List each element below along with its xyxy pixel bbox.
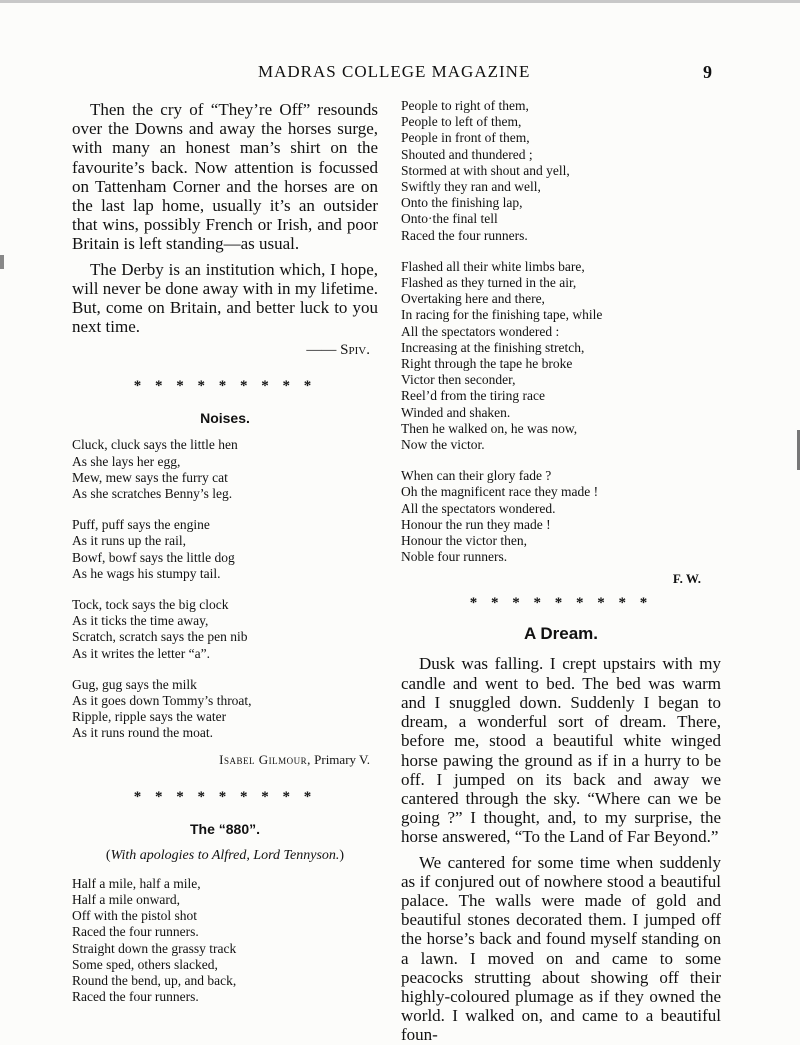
verse-line: Victor then seconder, [401, 372, 516, 388]
verse-line: Ripple, ripple says the water [72, 709, 227, 725]
dream-paragraph: Dusk was falling. I crept upstairs with my candle and went to bed. The bed was warm and I snuggled down. Suddenly I began to dream, a wonderful sort of dream. There, before me, stood a beautiful white winged horse pawing the ground as if in a hurry to be off. I jumped on its back and away we cantered through the sky. “Where can we be going ?” I thought, and, to my surprise, the horse answered, “To the Land of Far Beyond.” [401, 654, 721, 847]
verse-line: Some sped, others slacked, [72, 956, 218, 972]
verse-line: Reel’d from the tiring race [401, 388, 545, 404]
verse-line: Increasing at the finishing stretch, [401, 339, 585, 355]
verse-line: Onto the finishing lap, [401, 195, 523, 211]
verse-line: Honour the victor then, [401, 533, 527, 549]
verse-line: Puff, puff says the engine [72, 517, 210, 533]
verse-line: When can their glory fade ? [401, 468, 552, 484]
race-title: The “880”. [189, 820, 261, 837]
noises-title: Noises. [200, 410, 250, 427]
right-column [401, 98, 721, 1045]
verse-line: As it writes the letter “a”. [72, 645, 210, 661]
verse-line: As it runs round the moat. [72, 725, 213, 741]
verse-line: People to right of them, [401, 98, 529, 113]
noises-stanza [72, 437, 378, 502]
noises-stanza [72, 517, 378, 582]
verse-line: Winded and shaken. [401, 404, 511, 420]
verse-line: As she scratches Benny’s leg. [72, 486, 233, 502]
verse-line: People in front of them, [401, 130, 530, 146]
derby-signature: —— Spiv. [306, 342, 370, 359]
verse-line: Onto·the final tell [401, 211, 498, 227]
verse-line: Straight down the grassy track [72, 940, 237, 956]
verse-line: In racing for the finishing tape, while [401, 307, 603, 323]
verse-line: Flashed as they turned in the air, [401, 275, 577, 291]
verse-line: Shouted and thundered ; [401, 146, 533, 162]
noises-stanza [72, 597, 378, 662]
verse-line: Cluck, cluck says the little hen [72, 437, 238, 453]
verse-line: Raced the four runners. [72, 989, 199, 1005]
noises-attribution [72, 752, 370, 768]
section-divider: * * * * * * * * * [469, 595, 653, 612]
verse-line: Swiftly they ran and well, [401, 179, 541, 195]
verse-line: All the spectators wondered. [401, 500, 556, 516]
left-column [72, 100, 378, 1005]
verse-line: Now the victor. [401, 437, 485, 453]
section-divider: * * * * * * * * * [133, 378, 317, 395]
verse-line: Off with the pistol shot [72, 908, 198, 924]
verse-line: As it runs up the rail, [72, 533, 186, 549]
verse-line: As she lays her egg, [72, 453, 181, 469]
verse-line: People to left of them, [401, 114, 522, 130]
verse-line: Noble four runners. [401, 549, 508, 565]
apology-text: With apologies to Alfred, Lord Tennyson. [110, 847, 340, 863]
verse-line: Round the bend, up, and back, [72, 972, 237, 988]
author-name: Isabel Gilmour, [219, 751, 311, 767]
section-divider: * * * * * * * * * [133, 788, 317, 805]
race-stanza [72, 876, 378, 1006]
verse-line: As it goes down Tommy’s throat, [72, 693, 252, 709]
verse-line: All the spectators wondered : [401, 323, 560, 339]
verse-line: Gug, gug says the milk [72, 676, 197, 692]
page-header [0, 62, 800, 86]
verse-line: Then he walked on, he was now, [401, 420, 578, 436]
race-stanza [401, 259, 721, 453]
derby-paragraph: Then the cry of “They’re Off” resounds over the Downs and away the horses surge, with many an honest man’s shirt on the favourite’s back. Now attention is focussed on Tattenham Corner and the horses are on the last lap home, usually it’s an outsider that wins, possibly French or Irish, and poor Britain is left standing—as usual. [72, 100, 378, 254]
page-top-edge [0, 0, 800, 3]
page-number: 9 [703, 62, 713, 82]
verse-line: Mew, mew says the furry cat [72, 469, 228, 485]
verse-line: As he wags his stumpy tail. [72, 565, 221, 581]
verse-line: Tock, tock says the big clock [72, 597, 229, 613]
verse-line: Flashed all their white limbs bare, [401, 258, 585, 274]
noises-stanza [72, 677, 378, 742]
verse-line: Oh the magnificent race they made ! [401, 484, 599, 500]
binding-mark [0, 255, 4, 269]
verse-line: As it ticks the time away, [72, 613, 209, 629]
verse-line: Overtaking here and there, [401, 291, 545, 307]
verse-line: Bowf, bowf says the little dog [72, 549, 235, 565]
verse-line: Raced the four runners. [401, 227, 528, 243]
race-stanza [401, 98, 721, 244]
verse-line: Half a mile onward, [72, 891, 180, 907]
magazine-title: MADRAS COLLEGE MAGAZINE [258, 62, 531, 81]
verse-line: Stormed at with shout and yell, [401, 162, 570, 178]
verse-line: Honour the run they made ! [401, 516, 551, 532]
verse-line: Scratch, scratch says the pen nib [72, 629, 248, 645]
dream-title: A Dream. [523, 624, 598, 644]
race-apology: (With apologies to Alfred, Lord Tennyson.) [105, 847, 345, 863]
dream-paragraph: We cantered for some time when suddenly as if conjured out of nowhere stood a beautiful palace. The walls were made of gold and beautiful stones decorated them. I jumped off the horse’s back and found myself standing on a lawn. I moved on and came to some peacocks strutting about showing off their highly-coloured plumage as if they owned the world. I walked on, and came to a beautiful foun- [401, 852, 721, 1045]
verse-line: Raced the four runners. [72, 924, 199, 940]
derby-paragraph: The Derby is an institution which, I hope, will never be done away with in my lifetime. But, come on Britain, and better luck to you next time. [72, 259, 378, 337]
race-author: F. W. [672, 571, 701, 587]
verse-line: Right through the tape he broke [401, 356, 573, 372]
author-class: Primary V. [314, 751, 370, 767]
verse-line: Half a mile, half a mile, [72, 875, 201, 891]
race-stanza [401, 468, 721, 565]
